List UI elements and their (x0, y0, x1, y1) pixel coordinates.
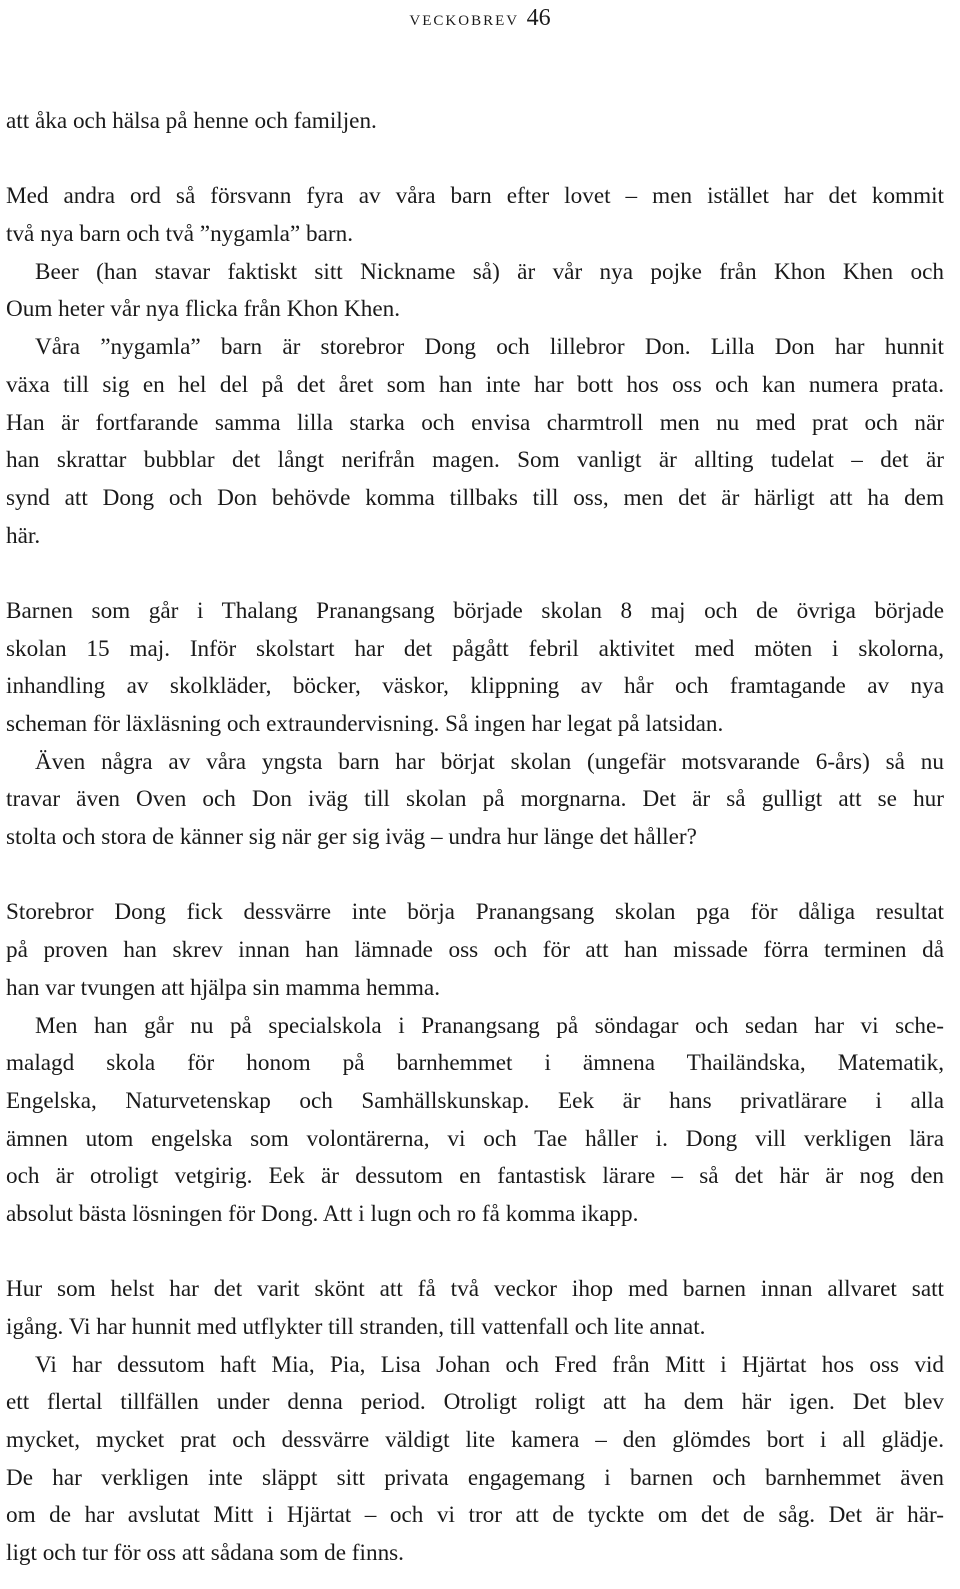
text-line: absolut bästa lösningen för Dong. Att i lugn och ro få komma ikapp. (6, 1200, 639, 1227)
text-line: på proven han skrev innan han lämnade oss och för att han missade förra terminen då (6, 937, 944, 964)
text-line: Barnen som går i Thalang Pranangsang började skolan 8 maj och de övriga började (6, 597, 944, 624)
text-line: Engelska, Naturvetenskap och Samhällskunskap. Eek är hans privatlärare i alla (6, 1087, 944, 1114)
text-line: om de har avslutat Mitt i Hjärtat – och vi tror att de tyckte om det de såg. Det är här- (6, 1502, 944, 1529)
text-line: Våra ”nygamla” barn är storebror Dong och lillebror Don. Lilla Don har hunnit (35, 334, 944, 361)
running-header-title: veckobrev (409, 5, 520, 30)
text-line: mycket, mycket prat och dessvärre väldigt lite kamera – den glömdes bort i all glädje. (6, 1427, 944, 1454)
text-line: han skrattar bubblar det långt nerifrån magen. Som vanligt är allting tudelat – det är (6, 447, 944, 474)
text-line: Men han går nu på specialskola i Pranangsang på söndagar och sedan har vi sche- (35, 1012, 944, 1039)
text-line: travar även Oven och Don iväg till skolan på morgnarna. Det är så gulligt att se hur (6, 786, 944, 813)
text-line: igång. Vi har hunnit med utflykter till stranden, till vattenfall och lite annat. (6, 1314, 706, 1340)
text-line: Beer (han stavar faktiskt sitt Nickname så) är vår nya pojke från Khon Khen och (35, 258, 944, 285)
page-number: 46 (526, 5, 551, 31)
paragraph-gap (6, 857, 944, 895)
paragraph-gap (6, 555, 944, 593)
text-line: växa till sig en hel del på det året som han inte har bott hos oss och kan numera prata. (6, 371, 944, 398)
text-line: Vi har dessutom haft Mia, Pia, Lisa Johan och Fred från Mitt i Hjärtat hos oss vid (35, 1351, 944, 1378)
text-line: Med andra ord så försvann fyra av våra barn efter lovet – men istället har det kommit (6, 183, 944, 210)
text-line: Även några av våra yngsta barn har börjat skolan (ungefär motsvarande 6-års) så nu (35, 748, 944, 775)
text-line: ligt och tur för oss att sådana som de finns. (6, 1540, 404, 1567)
paragraph-gap (6, 141, 944, 179)
text-line: här. (6, 522, 41, 549)
text-line: Han är fortfarande samma lilla starka och envisa charmtroll men nu med prat och när (6, 409, 944, 436)
text-line: Storebror Dong fick dessvärre inte börja Pranangsang skolan pga för dåliga resultat (6, 899, 944, 926)
paragraph-gap (6, 1234, 944, 1272)
text-line: skolan 15 maj. Inför skolstart har det pågått febril aktivitet med möten i skolorna, (6, 635, 944, 662)
body-text (6, 103, 944, 1573)
text-line: ämnen utom engelska som volontärerna, vi och Tae håller i. Dong vill verkligen lära (6, 1125, 944, 1152)
text-line: Oum heter vår nya flicka från Khon Khen. (6, 296, 401, 323)
text-line: De har verkligen inte släppt sitt privata engagemang i barnen och barnhemmet även (6, 1464, 944, 1491)
text-line: två nya barn och två ”nygamla” barn. (6, 221, 354, 248)
text-line: malagd skola för honom på barnhemmet i ämnena Thailändska, Matematik, (6, 1050, 944, 1077)
text-line: ett flertal tillfällen under denna period. Otroligt roligt att ha dem här igen. Det blev (6, 1389, 944, 1416)
text-line: synd att Dong och Don behövde komma tillbaks till oss, men det är härligt att ha dem (6, 484, 944, 511)
text-line: stolta och stora de känner sig när ger sig iväg – undra hur länge det håller? (6, 824, 697, 851)
text-line: han var tvungen att hjälpa sin mamma hemma. (6, 974, 440, 1001)
text-line: Hur som helst har det varit skönt att få två veckor ihop med barnen innan allvaret satt (6, 1276, 944, 1303)
running-header (0, 4, 960, 33)
text-line: inhandling av skolkläder, böcker, väskor, klippning av hår och framtagande av nya (6, 673, 944, 700)
text-line: att åka och hälsa på henne och familjen. (6, 108, 377, 134)
text-line: och är otroligt vetgirig. Eek är dessutom en fantastisk lärare – så det här är nog den (6, 1163, 944, 1190)
text-line: scheman för läxläsning och extraundervisning. Så ingen har legat på latsidan. (6, 711, 724, 737)
